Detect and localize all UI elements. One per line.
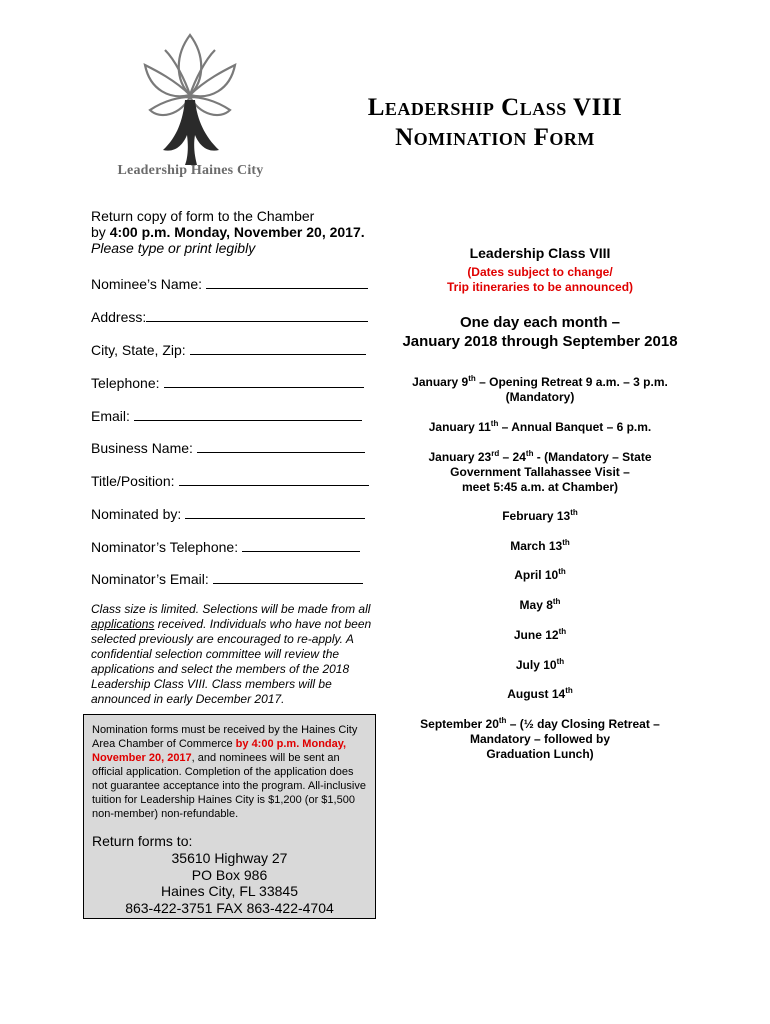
field-label: Nominator’s Email: [91,571,209,587]
event-annual-banquet [395,420,685,435]
ordinal: th [525,449,534,458]
email-line[interactable] [134,406,362,421]
event-tallahassee-visit [395,450,685,495]
event-date: June 12 [513,628,559,642]
event-closing-retreat [395,717,685,762]
intro-line-1: Return copy of form to the Chamber [91,208,315,224]
field-label: Telephone: [91,375,160,391]
field-label: Nominator’s Telephone: [91,539,239,555]
address-line-2: PO Box 986 [191,866,268,883]
summary-line-1: One day each month – [459,314,621,331]
address-field[interactable] [91,307,368,325]
ordinal: th [498,716,507,725]
logo-caption: Leadership Haines City [117,163,264,178]
lotus-tree-icon [105,25,275,185]
event-desc-line-2: Mandatory – followed by [469,732,610,746]
field-label: Email: [91,408,130,424]
event-desc: - (Mandatory – State [533,450,652,464]
box-text-2: , and nominees will be sent an official application. Completion of the application does not guarantee acceptance into the program. All-inclusive tuition for Leadership Haines City is $1,200 (or $1,500 non-member) non-refundable. [92,752,366,820]
business-name-field[interactable] [91,438,365,456]
intro-text [91,208,381,256]
event-march [395,539,685,554]
field-label: Address: [91,309,147,325]
class-size-note [91,602,376,707]
email-field[interactable] [91,406,362,424]
telephone-field[interactable] [91,373,364,391]
nominee-name-field[interactable] [91,274,368,292]
event-may [395,598,685,613]
event-date: September 20 [420,717,499,731]
title-line-1: Leadership Class VIII [367,94,623,121]
event-february [395,509,685,524]
ordinal: th [490,419,499,428]
nominator-telephone-field[interactable] [91,537,360,555]
event-date: January 9 [412,375,469,389]
event-date: January 23 [428,450,492,464]
summary-line-2: January 2018 through September 2018 [402,333,678,350]
submission-info-text [92,723,367,821]
ordinal: th [570,508,578,517]
nominated-by-line[interactable] [185,504,365,519]
ordinal: th [552,597,561,606]
nominator-telephone-line[interactable] [242,537,360,552]
phone-fax-line: 863-422-3751 FAX 863-422-4704 [125,899,334,916]
box-deadline: by 4:00 p.m. Monday, November 20, 2017 [92,738,347,764]
event-desc-line-2: (Mandatory) [505,390,575,404]
address-line[interactable] [146,307,368,322]
event-date: February 13 [502,509,571,523]
telephone-line[interactable] [164,373,364,388]
event-desc: – Opening Retreat 9 a.m. – 3 p.m. [475,375,668,389]
intro-line-3: Please type or print legibly [91,240,256,256]
page-title [330,93,660,153]
submission-info-box [83,714,376,919]
event-date-end: – 24 [499,450,526,464]
address-line-1: 35610 Highway 27 [171,850,288,866]
event-desc: – (½ day Closing Retreat – [506,717,660,731]
intro-line-2 [91,224,381,240]
deadline-text: 4:00 p.m. Monday, November 20, 2017. [109,224,365,240]
ordinal: th [562,538,570,547]
nominator-email-field[interactable] [91,569,363,587]
field-label: Title/Position: [91,473,175,489]
event-desc-line-3: meet 5:45 a.m. at Chamber) [461,480,619,494]
note-text-1: Class size is limited. Selections will be made from all [91,602,371,616]
field-label: Nominated by: [91,506,182,522]
field-label: Business Name: [91,440,193,456]
disclaimer-line-1: (Dates subject to change/ [467,265,613,279]
business-name-line[interactable] [197,438,365,453]
event-opening-retreat [395,375,685,405]
field-label: Nominee’s Name: [91,276,203,292]
note-underlined: applications [91,617,155,631]
event-date: April 10 [514,568,559,582]
ordinal: th [558,567,566,576]
ordinal: th [556,657,565,666]
ordinal: rd [491,449,500,458]
nomination-fields [91,208,381,706]
title-position-line[interactable] [179,471,369,486]
ordinal: th [565,686,573,695]
nominated-by-field[interactable] [91,504,365,522]
city-state-zip-field[interactable] [91,340,366,358]
field-label: City, State, Zip: [91,342,186,358]
schedule-column [395,245,685,761]
note-text-2: received. Individuals who have not been selected previously are encouraged to re-apply. A confidential selection committee will review the applications and select the members of the 2018 Leadership Class VIII. Class members will be announced in early December 2017. [91,617,372,706]
event-april [395,568,685,583]
event-desc: – Annual Banquet – 6 p.m. [498,420,652,434]
nominator-email-line[interactable] [213,569,363,584]
schedule-summary [395,313,685,351]
event-date: January 11 [428,420,491,434]
event-june [395,628,685,643]
title-position-field[interactable] [91,471,369,489]
event-august [395,687,685,702]
event-july [395,658,685,673]
city-state-zip-line[interactable] [190,340,366,355]
ordinal: th [468,374,476,383]
return-address [92,850,367,916]
nominee-name-line[interactable] [206,274,368,289]
event-date: March 13 [510,539,563,553]
event-date: July 10 [515,658,557,672]
disclaimer-line-2: Trip itineraries to be announced) [446,280,634,294]
event-date: August 14 [507,687,566,701]
intro-prefix: by [91,224,110,240]
title-line-2: Nomination Form [395,124,595,151]
schedule-heading: Leadership Class VIII [469,245,611,261]
event-desc-line-2: Government Tallahassee Visit – [450,465,630,479]
event-desc-line-3: Graduation Lunch) [486,747,594,761]
event-date: May 8 [519,598,553,612]
ordinal: th [558,627,567,636]
address-line-3: Haines City, FL 33845 [161,883,298,899]
schedule-disclaimer [395,265,685,295]
return-forms-label: Return forms to: [92,833,193,849]
box-text-1: Nomination forms must be received by the Haines City Area Chamber of Commerce [92,724,358,750]
